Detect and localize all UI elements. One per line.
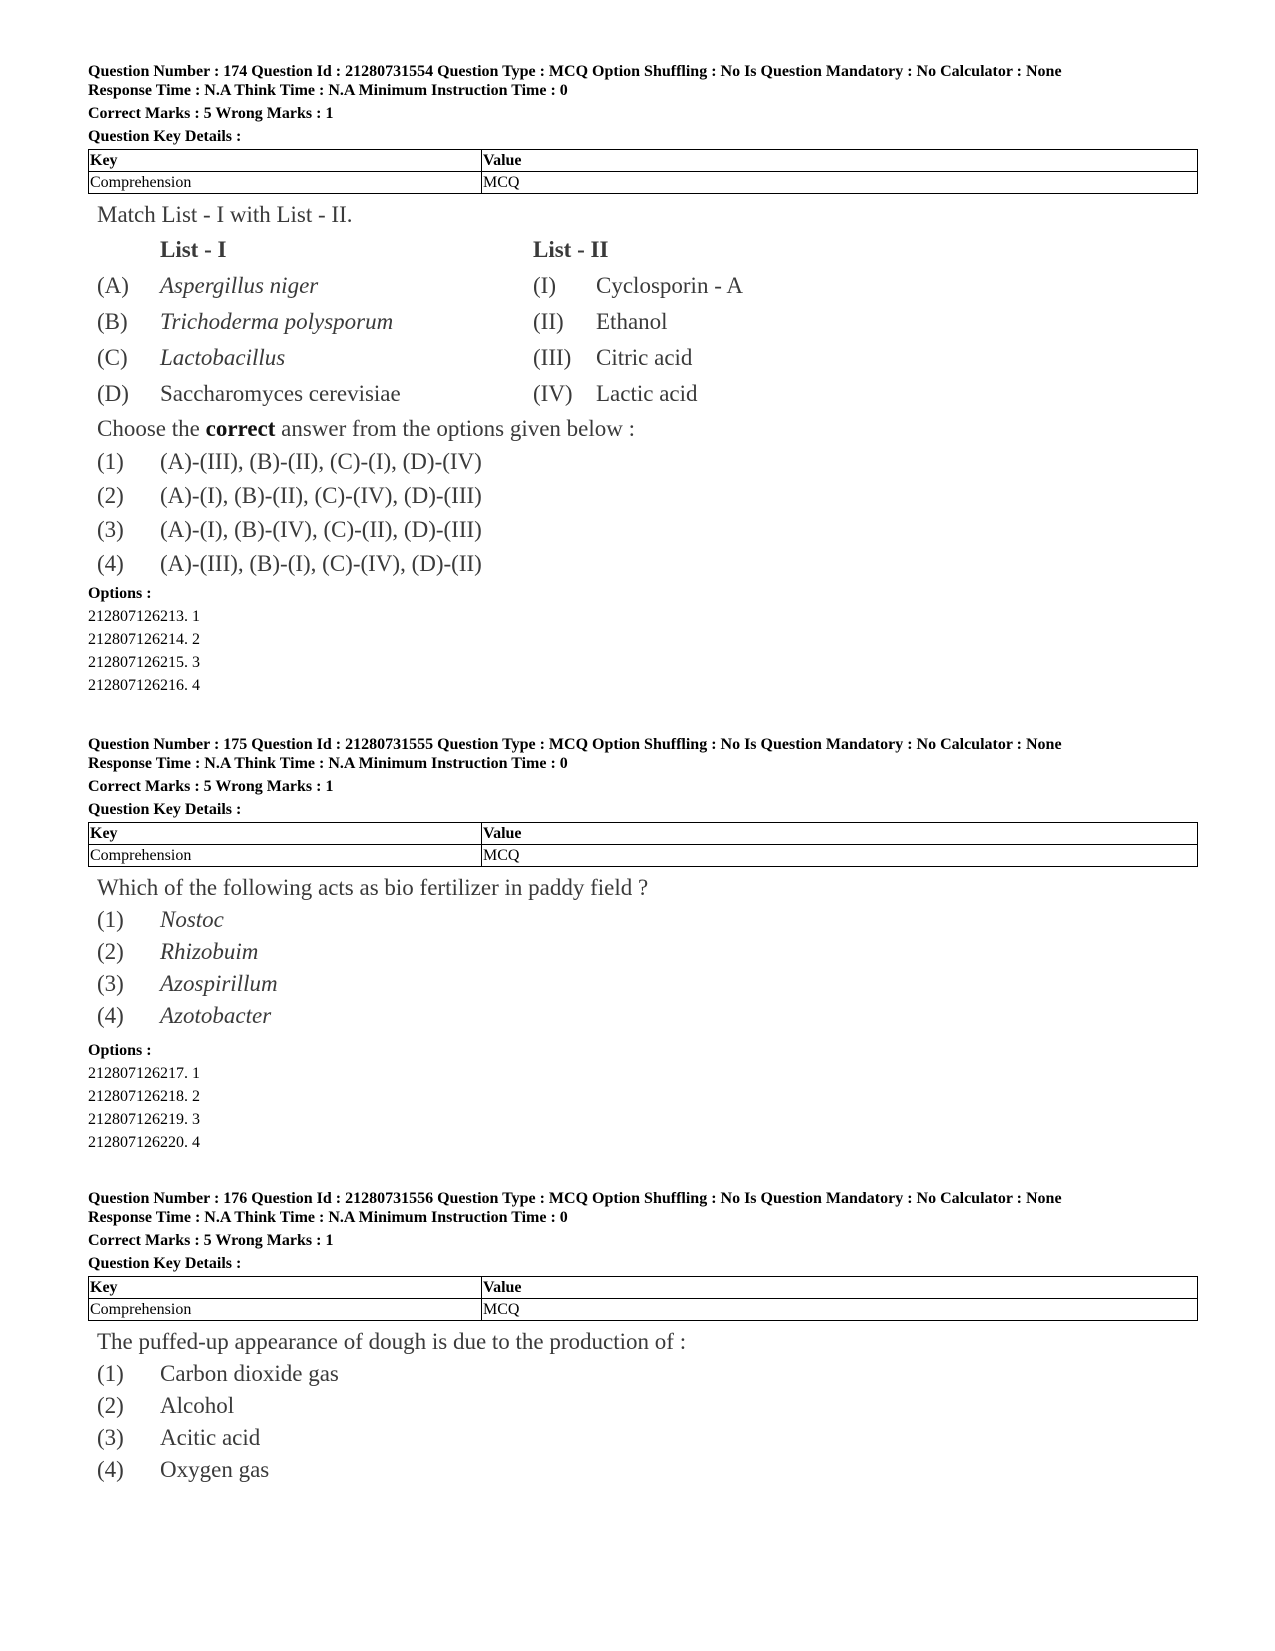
answer-option-number: (1) [97, 907, 124, 932]
answer-option-number: (2) [97, 1393, 124, 1418]
answer-option-number: (1) [97, 449, 124, 474]
list-row-label: (A) [97, 273, 129, 298]
meta-line-2: Response Time : N.A Think Time : N.A Minimum Instruction Time : 0 [88, 82, 568, 99]
key-details-table [88, 1276, 1198, 1321]
answer-option-text: Rhizobuim [160, 939, 259, 964]
key-details-table [88, 822, 1198, 867]
answer-option-number: (1) [97, 1361, 124, 1386]
answer-option [97, 1358, 1198, 1390]
option-id: 212807126220. 4 [88, 1134, 200, 1151]
answer-option-number: (4) [97, 551, 124, 576]
list-1-item: Aspergillus niger [160, 273, 319, 298]
marks-line: Correct Marks : 5 Wrong Marks : 1 [88, 1232, 334, 1249]
answer-option-text: (A)-(I), (B)-(II), (C)-(IV), (D)-(III) [160, 483, 482, 508]
answer-option [97, 479, 1198, 513]
value-cell: MCQ [482, 172, 1198, 194]
list-1-item: Lactobacillus [160, 345, 286, 370]
list-row [97, 340, 1198, 376]
table-header-row [89, 1277, 1198, 1299]
answer-option-text: Oxygen gas [160, 1457, 270, 1482]
answer-option-number: (4) [97, 1457, 124, 1482]
key-details-label: Question Key Details : [88, 128, 242, 145]
list-2-item: Ethanol [596, 309, 668, 334]
question-174 [88, 62, 1198, 697]
options-label: Options : [88, 1042, 152, 1059]
options-label: Options : [88, 585, 152, 602]
list-row-label: (B) [97, 309, 128, 334]
table-header-row [89, 823, 1198, 845]
answer-option-number: (3) [97, 971, 124, 996]
key-header: Key [89, 150, 482, 172]
option-id: 212807126214. 2 [88, 631, 200, 648]
answer-option [97, 1422, 1198, 1454]
value-header: Value [482, 1277, 1198, 1299]
value-header: Value [482, 150, 1198, 172]
meta-line-1: Question Number : 176 Question Id : 21280731556 Question Type : MCQ Option Shuffling : No Is Question Mandatory : No Calculator : None [88, 1190, 1062, 1207]
value-header: Value [482, 823, 1198, 845]
answer-option [97, 1454, 1198, 1486]
answer-option [97, 936, 1198, 968]
answer-option-text: Carbon dioxide gas [160, 1361, 339, 1386]
option-id: 212807126219. 3 [88, 1111, 200, 1128]
key-cell: Comprehension [89, 1299, 482, 1321]
answer-option-number: (4) [97, 1003, 124, 1028]
question-meta [88, 735, 1198, 773]
meta-line-2: Response Time : N.A Think Time : N.A Minimum Instruction Time : 0 [88, 1209, 568, 1226]
option-id: 212807126215. 3 [88, 654, 200, 671]
marks-line: Correct Marks : 5 Wrong Marks : 1 [88, 105, 334, 122]
question-body [97, 198, 1198, 581]
list-row-label: (D) [97, 381, 129, 406]
answer-option [97, 513, 1198, 547]
list-row [97, 268, 1198, 304]
question-meta [88, 62, 1198, 100]
list-row [97, 304, 1198, 340]
answer-option-text: Azotobacter [160, 1003, 272, 1028]
option-id: 212807126216. 4 [88, 677, 200, 694]
list-2-numeral: (IV) [533, 381, 573, 406]
table-row [89, 1299, 1198, 1321]
list-2-item: Cyclosporin - A [596, 273, 743, 298]
answer-option [97, 968, 1198, 1000]
answer-option-text: (A)-(III), (B)-(II), (C)-(I), (D)-(IV) [160, 449, 482, 474]
question-176 [88, 1189, 1198, 1486]
option-id: 212807126218. 2 [88, 1088, 200, 1105]
meta-line-1: Question Number : 174 Question Id : 21280731554 Question Type : MCQ Option Shuffling : No Is Question Mandatory : No Calculator : None [88, 63, 1062, 80]
table-row [89, 172, 1198, 194]
list-row [97, 376, 1198, 412]
list-2-numeral: (III) [533, 345, 572, 370]
list-2-item: Citric acid [596, 345, 693, 370]
key-details-table [88, 149, 1198, 194]
list-2-item: Lactic acid [596, 381, 698, 406]
question-175 [88, 735, 1198, 1154]
list-2-numeral: (II) [533, 309, 564, 334]
choose-instruction: Choose the correct answer from the options given below : [97, 416, 636, 441]
answer-option-text: Azospirillum [160, 971, 278, 996]
question-prompt: The puffed-up appearance of dough is due to the production of : [97, 1329, 687, 1354]
list-1-header: List - I [160, 237, 227, 262]
list-headers [97, 231, 1198, 268]
key-header: Key [89, 1277, 482, 1299]
answer-option-number: (2) [97, 939, 124, 964]
key-details-label: Question Key Details : [88, 801, 242, 818]
list-1-item: Trichoderma polysporum [160, 309, 394, 334]
answer-option [97, 547, 1198, 581]
answer-option-number: (3) [97, 517, 124, 542]
option-id: 212807126217. 1 [88, 1065, 200, 1082]
option-id: 212807126213. 1 [88, 608, 200, 625]
answer-option [97, 1000, 1198, 1032]
value-cell: MCQ [482, 1299, 1198, 1321]
list-1-item: Saccharomyces cerevisiae [160, 381, 401, 406]
answer-option-text: (A)-(I), (B)-(IV), (C)-(II), (D)-(III) [160, 517, 482, 542]
list-2-numeral: (I) [533, 273, 556, 298]
answer-option-number: (2) [97, 483, 124, 508]
value-cell: MCQ [482, 845, 1198, 867]
meta-line-2: Response Time : N.A Think Time : N.A Minimum Instruction Time : 0 [88, 755, 568, 772]
answer-option-text: Alcohol [160, 1393, 235, 1418]
table-header-row [89, 150, 1198, 172]
answer-option [97, 1390, 1198, 1422]
list-row-label: (C) [97, 345, 128, 370]
answer-option [97, 445, 1198, 479]
meta-line-1: Question Number : 175 Question Id : 21280731555 Question Type : MCQ Option Shuffling : No Is Question Mandatory : No Calculator : None [88, 736, 1062, 753]
question-body [97, 1325, 1198, 1486]
answer-option-number: (3) [97, 1425, 124, 1450]
table-row [89, 845, 1198, 867]
key-cell: Comprehension [89, 172, 482, 194]
key-details-label: Question Key Details : [88, 1255, 242, 1272]
question-meta [88, 1189, 1198, 1227]
list-2-header: List - II [533, 237, 609, 262]
answer-option [97, 904, 1198, 936]
question-body [97, 871, 1198, 1032]
marks-line: Correct Marks : 5 Wrong Marks : 1 [88, 778, 334, 795]
answer-option-text: Acitic acid [160, 1425, 261, 1450]
key-header: Key [89, 823, 482, 845]
answer-option-text: (A)-(III), (B)-(I), (C)-(IV), (D)-(II) [160, 551, 482, 576]
answer-option-text: Nostoc [160, 907, 224, 932]
key-cell: Comprehension [89, 845, 482, 867]
question-prompt: Which of the following acts as bio fertilizer in paddy field ? [97, 875, 649, 900]
question-prompt: Match List - I with List - II. [97, 202, 353, 227]
